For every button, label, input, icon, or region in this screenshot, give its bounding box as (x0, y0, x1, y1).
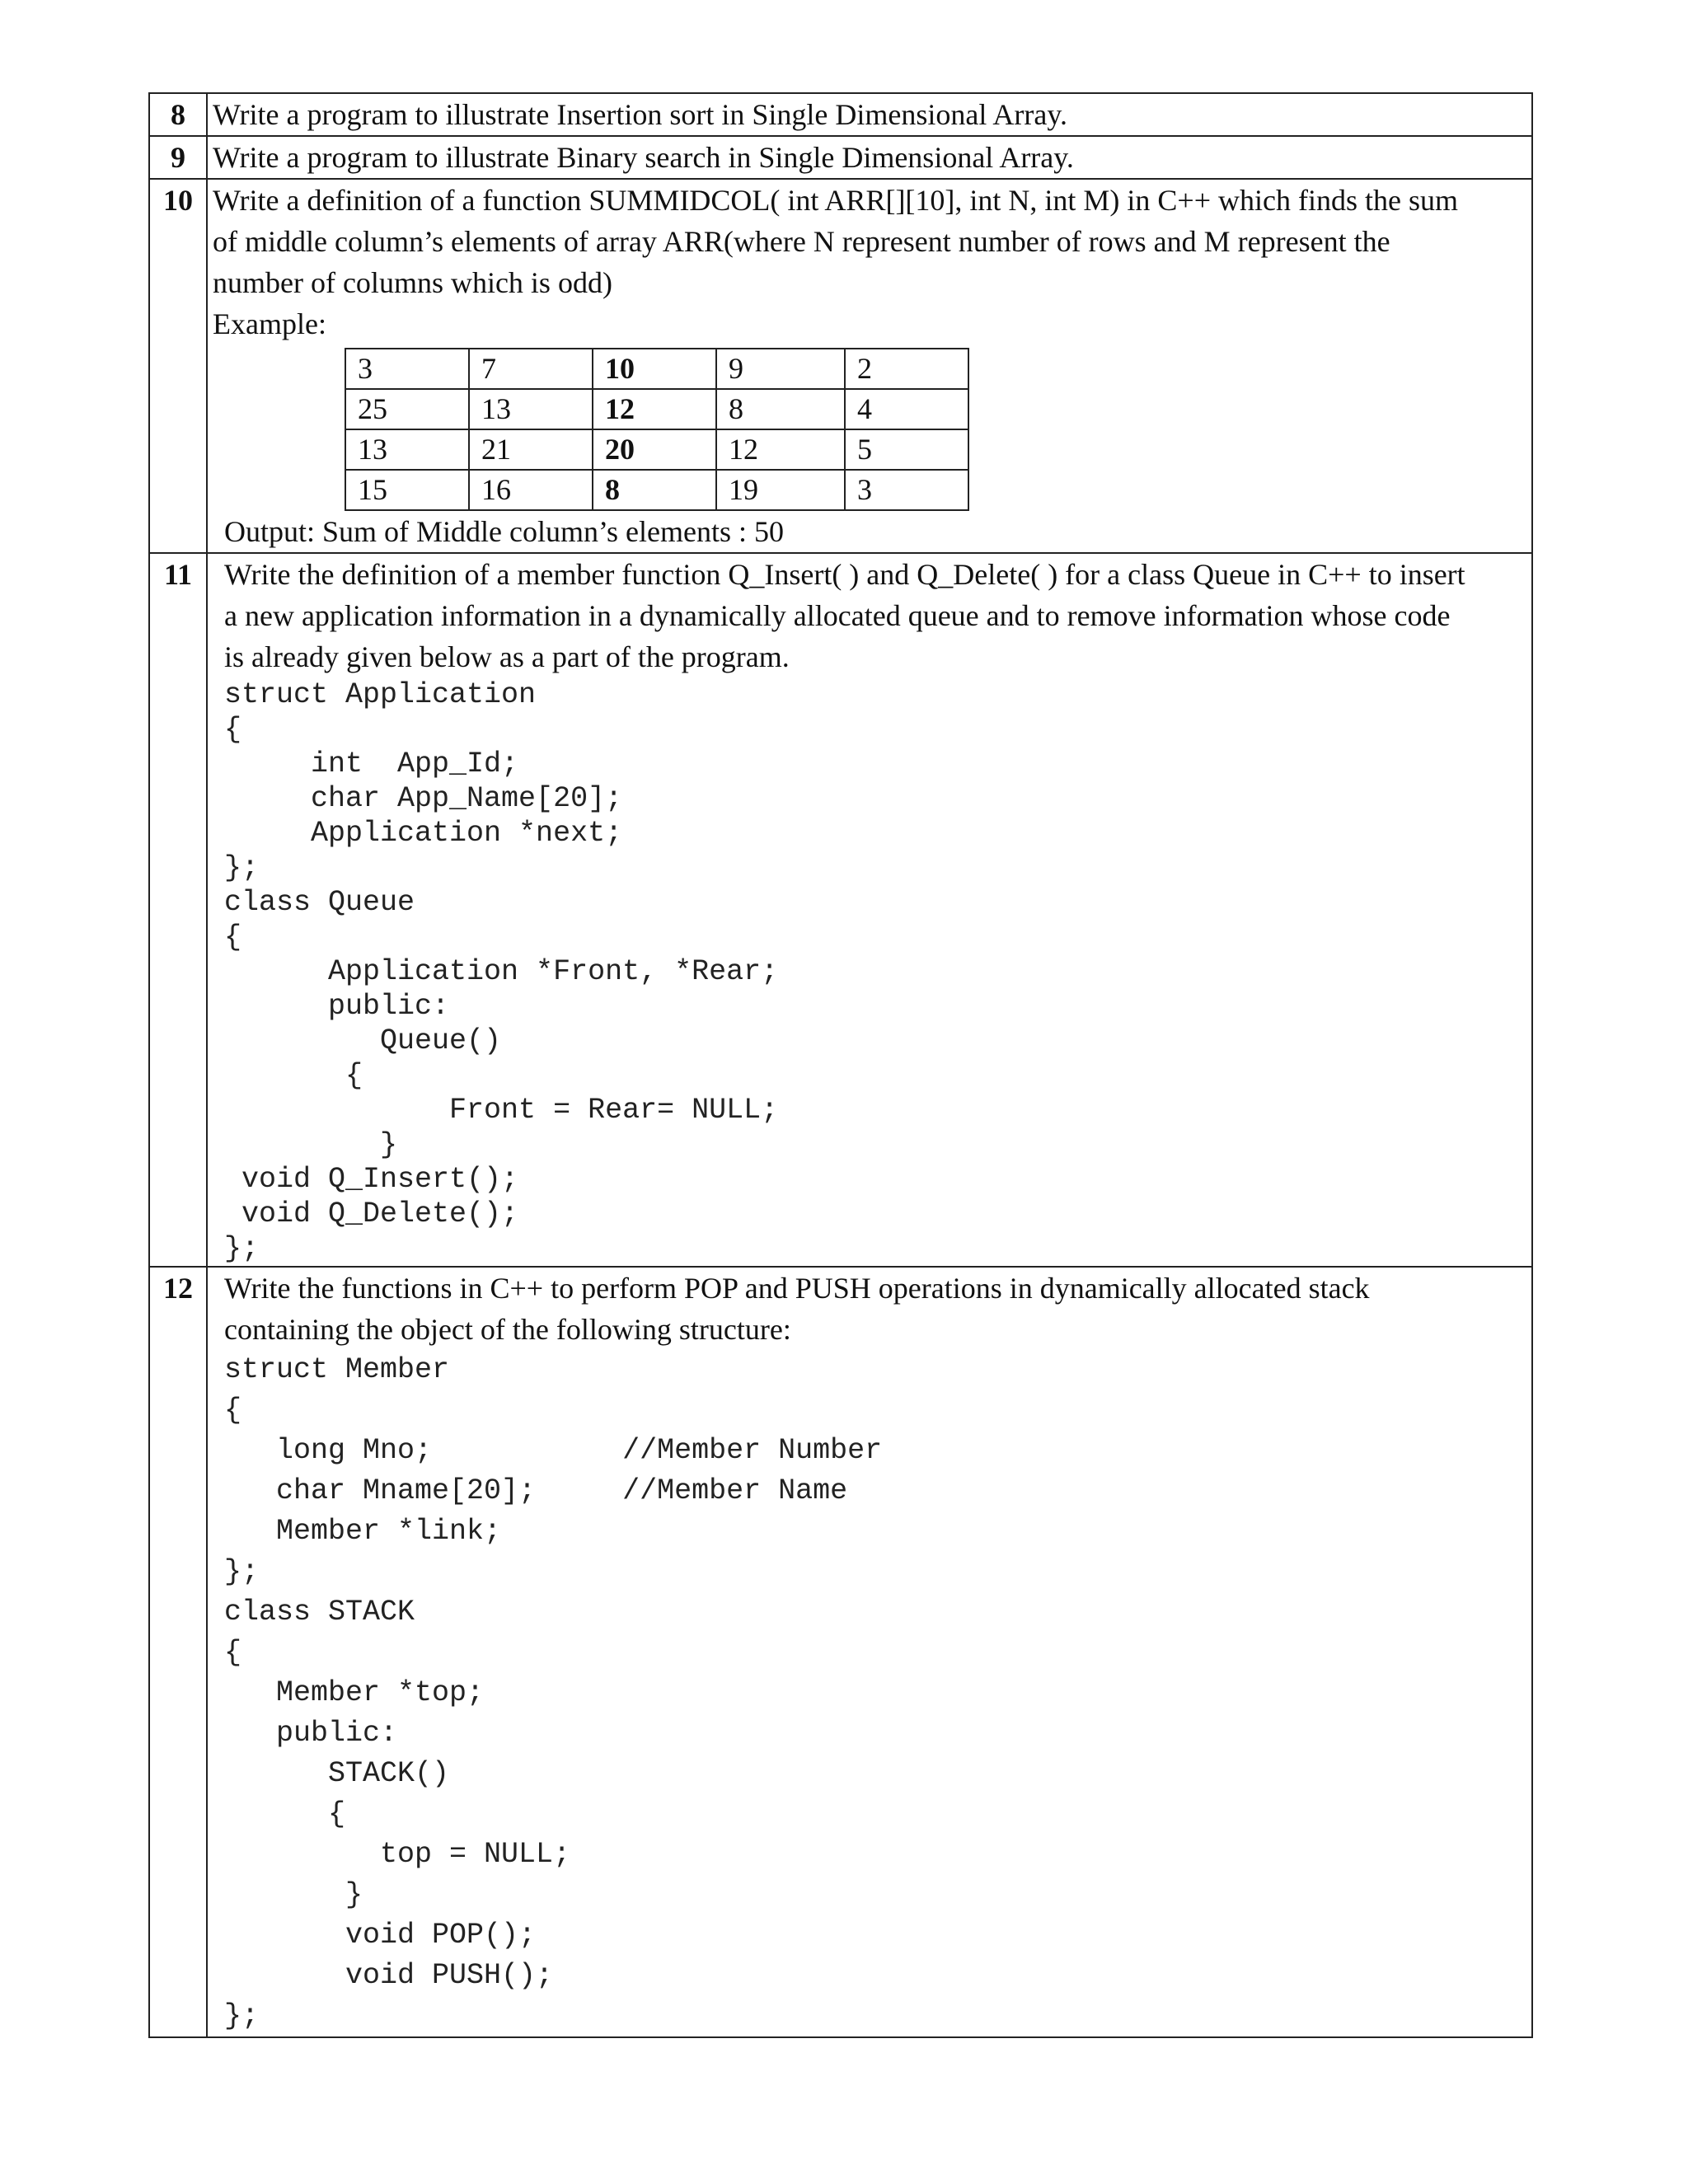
table-cell: 2 (845, 349, 968, 389)
question-text-line: Write a definition of a function SUMMIDCOL( int ARR[][10], int N, int M) in C++ which finds the sum (213, 184, 1458, 217)
table-row (345, 470, 968, 510)
question-number: 12 (149, 1267, 207, 2037)
question-body (207, 1267, 1532, 2037)
question-row-11 (149, 553, 1532, 1267)
question-row-10 (149, 179, 1532, 553)
middle-column-cell: 12 (593, 389, 716, 429)
question-text: Write a program to illustrate Binary search in Single Dimensional Array. (207, 136, 1532, 179)
question-text: Write a program to illustrate Insertion sort in Single Dimensional Array. (207, 93, 1532, 136)
table-cell: 16 (469, 470, 593, 510)
question-text-line: of middle column’s elements of array ARR(where N represent number of rows and M represent the (213, 225, 1390, 258)
stack-code-block: struct Member { long Mno; //Member Number char Mname[20]; //Member Name Member *link; }; class STACK { Member *top; public: STACK() { top = NULL; } void POP(); void PUSH(); }; (224, 1353, 883, 2032)
middle-column-cell: 10 (593, 349, 716, 389)
question-text-line: Write the definition of a member function Q_Insert( ) and Q_Delete( ) for a class Queue in C++ to insert (224, 558, 1465, 591)
table-cell: 25 (345, 389, 469, 429)
question-number: 11 (149, 553, 207, 1267)
question-number: 8 (149, 93, 207, 136)
table-cell: 8 (716, 389, 845, 429)
question-body (207, 553, 1532, 1267)
middle-column-cell: 20 (593, 429, 716, 470)
table-cell: 19 (716, 470, 845, 510)
table-cell: 4 (845, 389, 968, 429)
table-cell: 13 (345, 429, 469, 470)
question-text-line: is already given below as a part of the program. (224, 640, 790, 673)
middle-column-cell: 8 (593, 470, 716, 510)
question-row-9 (149, 136, 1532, 179)
table-cell: 21 (469, 429, 593, 470)
table-cell: 12 (716, 429, 845, 470)
example-array-table (345, 348, 969, 511)
question-text-line: Write the functions in C++ to perform POP and PUSH operations in dynamically allocated stack (224, 1272, 1370, 1305)
queue-code-block: struct Application { int App_Id; char App_Name[20]; Application *next; }; class Queue { Application *Front, *Rear; public: Queue() { Front = Rear= NULL; } void Q_Insert(); void Q_Delete(); }; (224, 678, 779, 1265)
table-row (345, 429, 968, 470)
question-body (207, 179, 1532, 553)
table-cell: 15 (345, 470, 469, 510)
table-cell: 3 (345, 349, 469, 389)
table-cell: 5 (845, 429, 968, 470)
table-row (345, 389, 968, 429)
question-text-line: a new application information in a dynamically allocated queue and to remove information whose code (224, 599, 1451, 632)
question-text-line: containing the object of the following structure: (224, 1313, 791, 1346)
table-cell: 7 (469, 349, 593, 389)
question-number: 9 (149, 136, 207, 179)
example-output: Output: Sum of Middle column’s elements : 50 (224, 515, 784, 548)
table-cell: 3 (845, 470, 968, 510)
question-row-12 (149, 1267, 1532, 2037)
question-number: 10 (149, 179, 207, 553)
question-text-line: number of columns which is odd) (213, 266, 612, 299)
table-cell: 13 (469, 389, 593, 429)
question-sheet (148, 92, 1533, 2038)
example-label: Example: (213, 307, 326, 340)
question-row-8 (149, 93, 1532, 136)
table-row (345, 349, 968, 389)
table-cell: 9 (716, 349, 845, 389)
